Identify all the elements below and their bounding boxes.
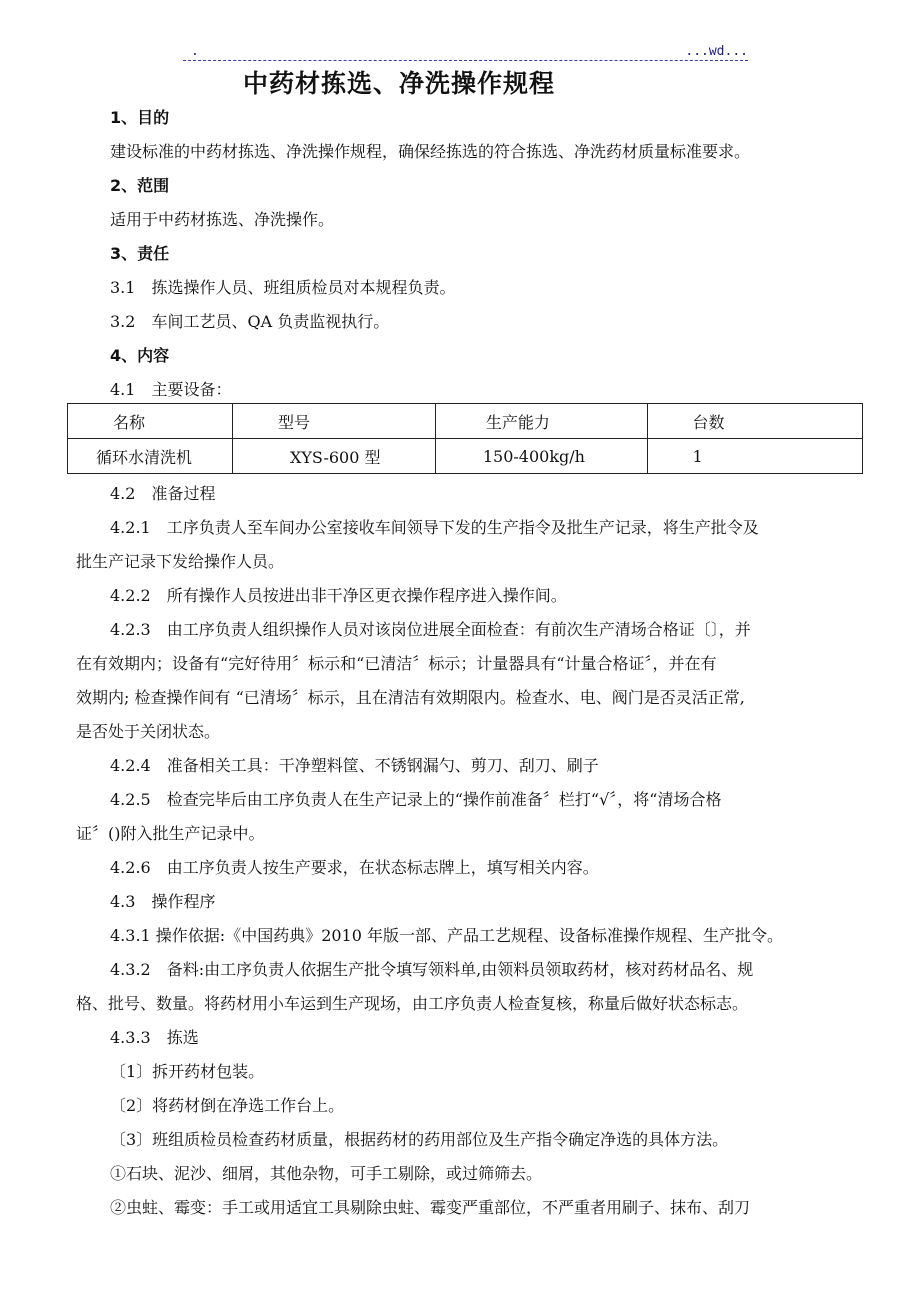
equipment-table [67, 403, 863, 474]
list-item: 〔1〕拆开药材包装。 [110, 1062, 265, 1081]
section-1-text: 建设标准的中药材拣选、净洗操作规程，确保经拣选的符合拣选、净洗药材质量标准要求。 [110, 142, 751, 161]
section-4-3-heading: 4.3 操作程序 [110, 892, 216, 911]
list-item: 〔3〕班组质检员检查药材质量，根据药材的药用部位及生产指令确定净选的具体方法。 [110, 1130, 729, 1149]
table-header-cell: 生产能力 [435, 404, 647, 439]
list-item: ②虫蛀、霉变：手工或用适宜工具剔除虫蛀、霉变严重部位，不严重者用刷子、抹布、刮刀 [110, 1198, 751, 1217]
section-2-heading: 2、范围 [110, 176, 170, 195]
para-4-2-4: 4.2.4 准备相关工具：干净塑料筐、不锈钢漏勺、剪刀、刮刀、刷子 [110, 756, 599, 775]
table-row [68, 439, 863, 474]
para-4-2-6: 4.2.6 由工序负责人按生产要求，在状态标志牌上，填写相关内容。 [110, 858, 599, 877]
para-4-3-3-heading: 4.3.3 拣选 [110, 1028, 199, 1047]
list-item: 〔2〕将药材倒在净选工作台上。 [110, 1096, 345, 1115]
para-4-2-3-line-1: 4.2.3 由工序负责人组织操作人员对该岗位进展全面检查：有前次生产清场合格证〔〕，并 [110, 620, 751, 639]
table-header-row [68, 404, 863, 439]
table-cell: XYS-600 型 [232, 439, 435, 474]
header-left-mark: . [191, 44, 199, 59]
section-4-1: 4.1 主要设备： [110, 380, 232, 399]
para-4-3-1: 4.3.1 操作依据:《中国药典》2010 年版一部、产品工艺规程、设备标准操作规程、生产批令。 [110, 926, 783, 945]
table-header-cell: 名称 [68, 404, 233, 439]
para-4-2-1-line-2: 批生产记录下发给操作人员。 [76, 552, 285, 571]
para-4-2-1-line-1: 4.2.1 工序负责人至车间办公室接收车间领导下发的生产指令及批生产记录，将生产批令及 [110, 518, 759, 537]
section-2-text: 适用于中药材拣选、净洗操作。 [110, 210, 335, 229]
table-header-cell: 台数 [647, 404, 862, 439]
para-4-3-2-line-2: 格、批号、数量。将药材用小车运到生产现场，由工序负责人检查复核，称量后做好状态标志。 [76, 994, 749, 1013]
para-4-2-5-line-2: 证〞()附入批生产记录中。 [76, 824, 265, 843]
header-rule [183, 60, 748, 61]
section-4-heading: 4、内容 [110, 346, 170, 365]
header-right-mark: ...wd... [685, 44, 748, 59]
section-1-heading: 1、目的 [110, 108, 170, 127]
section-3-1: 3.1 拣选操作人员、班组质检员对本规程负责。 [110, 278, 456, 297]
list-item: ①石块、泥沙、细屑，其他杂物，可手工剔除，或过筛筛去。 [110, 1164, 543, 1183]
table-header-cell: 型号 [232, 404, 435, 439]
para-4-3-2-line-1: 4.3.2 备料:由工序负责人依据生产批令填写领料单,由领料员领取药材，核对药材品名、规 [110, 960, 754, 979]
para-4-2-3-line-3: 效期内; 检查操作间有 “已清场〞标示，且在清洁有效期限内。检查水、电、阀门是否灵活正常, [76, 688, 745, 707]
para-4-2-3-line-4: 是否处于关闭状态。 [76, 722, 221, 741]
table-cell: 150-400kg/h [435, 439, 647, 474]
page-header [183, 44, 748, 62]
section-3-2: 3.2 车间工艺员、QA 负责监视执行。 [110, 312, 390, 331]
para-4-2-5-line-1: 4.2.5 检查完毕后由工序负责人在生产记录上的“操作前准备〞栏打“√〞，将“清场合格 [110, 790, 722, 809]
table-cell: 循环水清洗机 [68, 439, 233, 474]
table-cell: 1 [647, 439, 862, 474]
section-4-2-heading: 4.2 准备过程 [110, 484, 216, 503]
section-3-heading: 3、责任 [110, 244, 170, 263]
para-4-2-2: 4.2.2 所有操作人员按进出非干净区更衣操作程序进入操作间。 [110, 586, 567, 605]
document-title: 中药材拣选、净洗操作规程 [243, 69, 556, 98]
para-4-2-3-line-2: 在有效期内；设备有“完好待用〞标示和“已清洁〞标示；计量器具有“计量合格证〞，并在有 [76, 654, 717, 673]
